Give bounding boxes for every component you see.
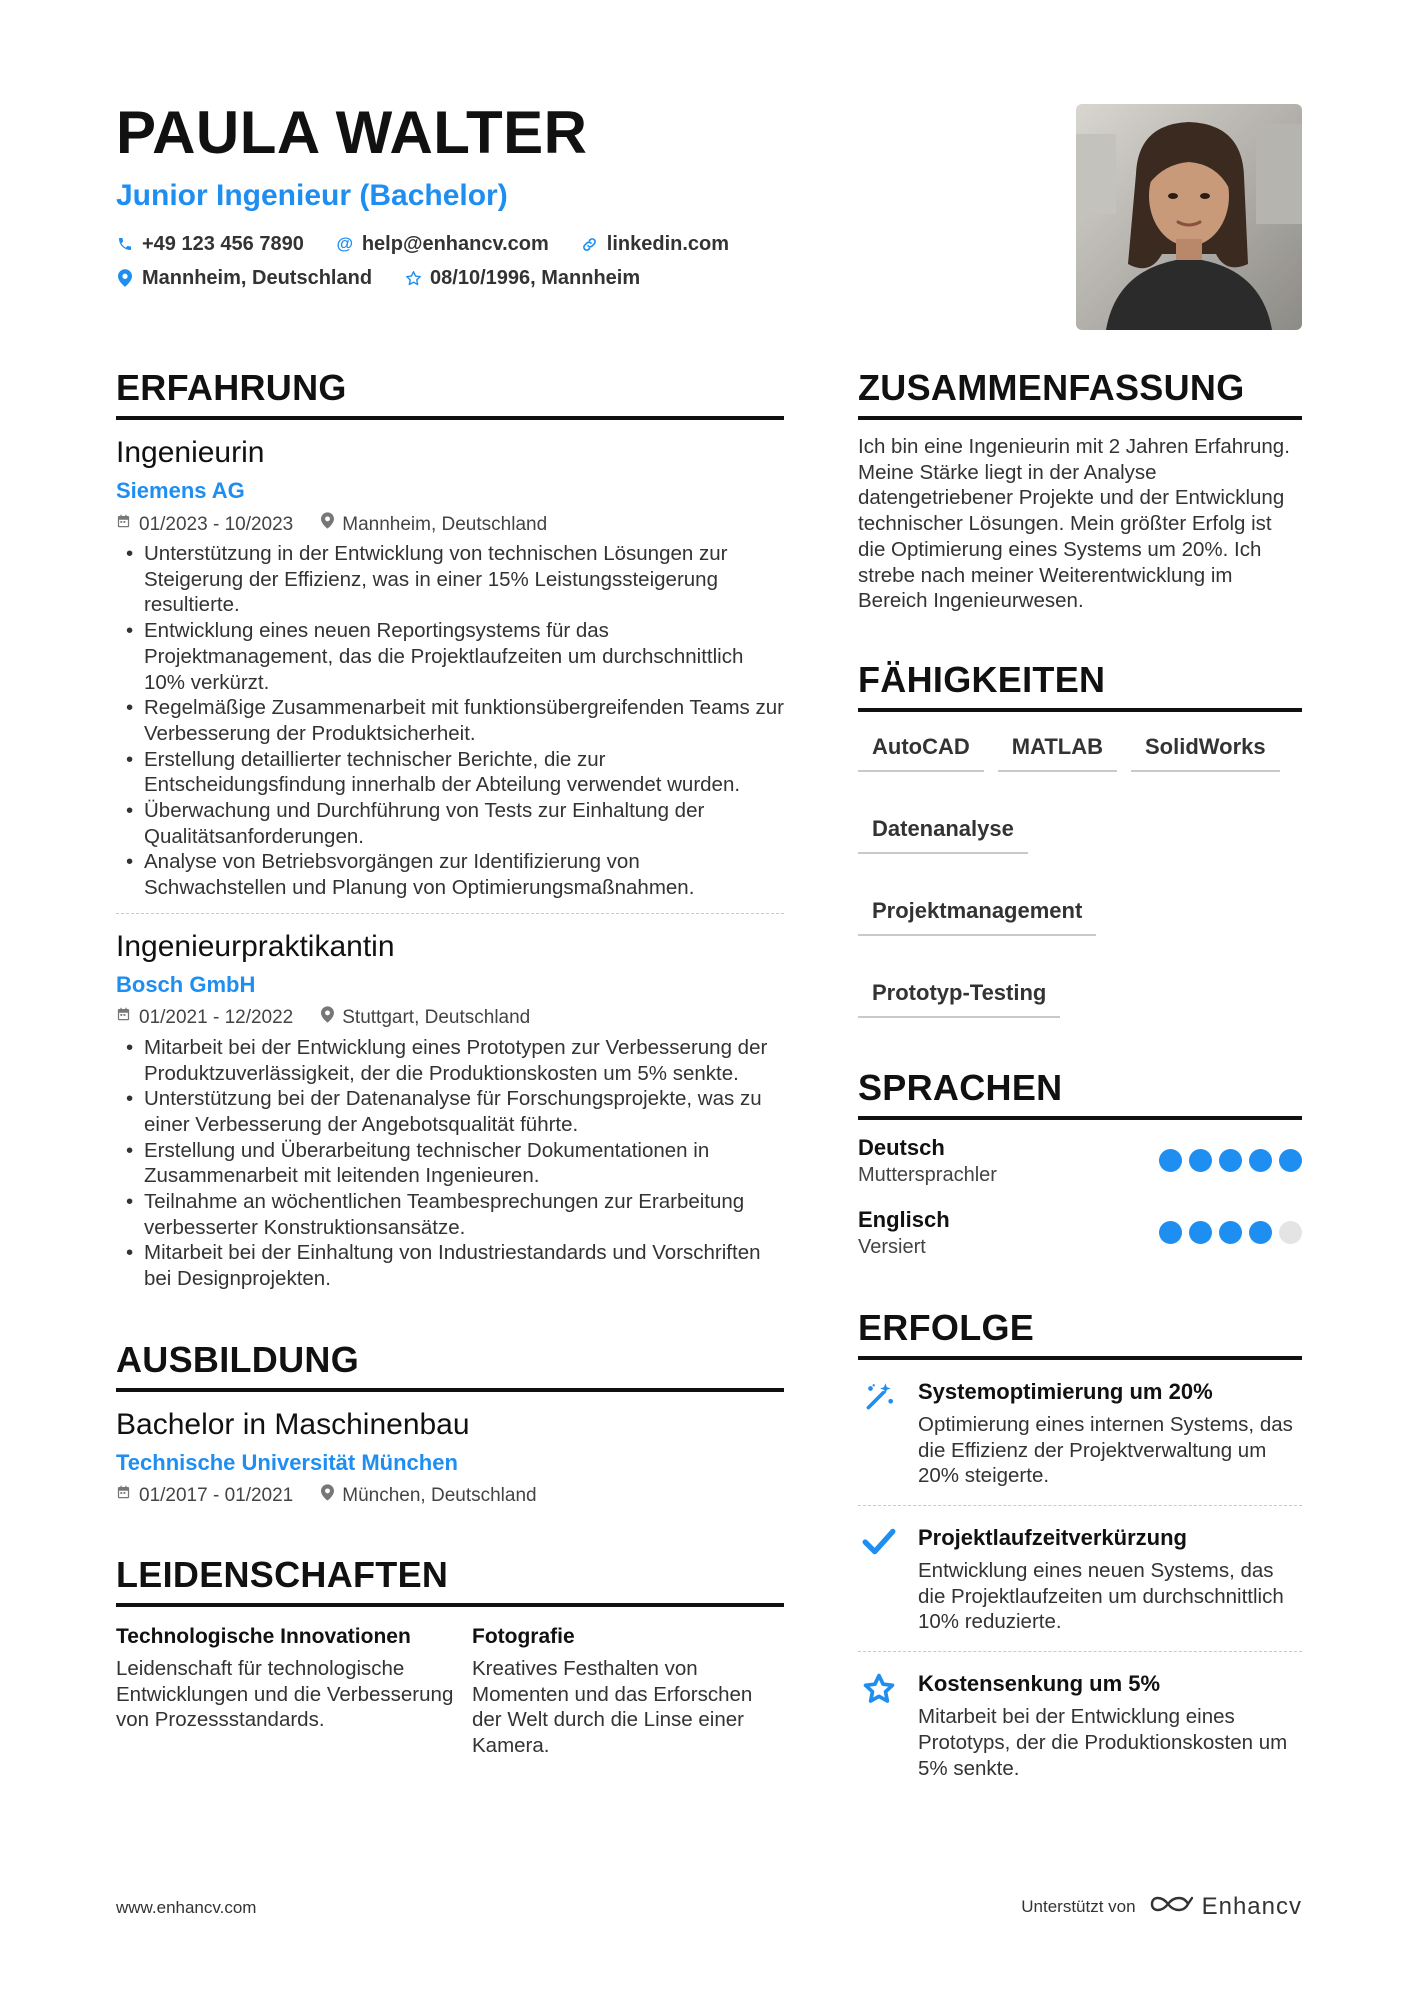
language-item bbox=[858, 1206, 1302, 1260]
achievement-item bbox=[858, 1505, 1302, 1651]
skills-heading: FÄHIGKEITEN bbox=[858, 658, 1302, 712]
star-icon bbox=[858, 1670, 902, 1781]
passion-description: Leidenschaft für technologische Entwicklungen und die Verbesserung von Prozessstandards. bbox=[116, 1656, 454, 1732]
rating-dot-filled bbox=[1189, 1149, 1212, 1172]
skills-list bbox=[858, 730, 1302, 1018]
bullet-item: • Überwachung und Durchführung von Tests zur Einhaltung der Qualitätsanforderungen. bbox=[116, 798, 784, 849]
language-name: Englisch bbox=[858, 1206, 950, 1232]
bullet-item: • Erstellung und Überarbeitung technischer Dokumentationen in Zusammenarbeit mit leitenden Ingenieuren. bbox=[116, 1138, 784, 1189]
linkedin-text: linkedin.com bbox=[606, 233, 730, 255]
job-location-text: Stuttgart, Deutschland bbox=[342, 1007, 531, 1029]
rating-dot-filled bbox=[1189, 1221, 1212, 1244]
company-name: Bosch GmbH bbox=[116, 971, 256, 997]
passions-list bbox=[116, 1623, 784, 1759]
left-column bbox=[116, 366, 784, 1759]
experience-heading: ERFAHRUNG bbox=[116, 366, 784, 420]
skill-tag: Prototyp-Testing bbox=[858, 976, 1060, 1018]
bullet-item: • Regelmäßige Zusammenarbeit mit funktionsübergreifenden Teams zur Verbesserung der Produktsicherheit. bbox=[116, 695, 784, 746]
location-pin-icon bbox=[321, 1484, 334, 1509]
at-icon: @ bbox=[336, 234, 354, 253]
passion-description: Kreatives Festhalten von Momenten und das Erforschen der Welt durch die Linse einer Kamera. bbox=[472, 1656, 753, 1757]
candidate-name: PAULA WALTER bbox=[116, 99, 588, 166]
achievement-description: Optimierung eines internen Systems, das die Effizienz der Projektverwaltung um 20% steigerte. bbox=[918, 1412, 1293, 1488]
bullet-item: • Erstellung detaillierter technischer Berichte, die zur Entscheidungsfindung innerhalb der Abteilung verwendet wurden. bbox=[116, 747, 784, 798]
profile-photo bbox=[1076, 104, 1302, 330]
passions-heading: LEIDENSCHAFTEN bbox=[116, 1553, 784, 1607]
link-icon bbox=[581, 236, 599, 253]
achievement-description: Mitarbeit bei der Entwicklung eines Prototyps, der die Produktionskosten um 5% senkte. bbox=[918, 1705, 1288, 1780]
education-dates-text: 01/2017 - 01/2021 bbox=[139, 1485, 294, 1507]
passion-title: Fotografie bbox=[472, 1624, 575, 1648]
language-item bbox=[858, 1134, 1302, 1188]
job-title: Ingenieurpraktikantin bbox=[116, 929, 395, 963]
phone-text: +49 123 456 7890 bbox=[142, 233, 304, 255]
calendar-icon bbox=[116, 513, 131, 537]
education-meta bbox=[116, 1484, 784, 1509]
skill-tag: SolidWorks bbox=[1131, 730, 1280, 772]
bullet-item: • Analyse von Betriebsvorgängen zur Identifizierung von Schwachstellen und Planung von Optimierungsmaßnahmen. bbox=[116, 849, 784, 900]
passion-item bbox=[116, 1623, 472, 1759]
achievement-title: Projektlaufzeitverkürzung bbox=[918, 1525, 1187, 1551]
achievement-item bbox=[858, 1360, 1302, 1505]
rating-dot-filled bbox=[1159, 1149, 1182, 1172]
calendar-icon bbox=[116, 1006, 131, 1030]
job-dates bbox=[116, 1006, 293, 1030]
summary-text: Ich bin eine Ingenieurin mit 2 Jahren Erfahrung. Meine Stärke liegt in der Analyse datengetriebener Projekte und der Entwicklung technischer Lösungen. Mein größter Erfolg ist die Optimierung eines Systems um 20%. Ich strebe nach meiner Weiterentwicklung im Bereich Ingenieurwesen. bbox=[858, 435, 1290, 613]
contact-birth bbox=[404, 266, 640, 290]
rating-dot-filled bbox=[1279, 1149, 1302, 1172]
job-bullets bbox=[116, 1035, 784, 1292]
education-location-text: München, Deutschland bbox=[342, 1485, 537, 1507]
degree-title: Bachelor in Maschinenbau bbox=[116, 1407, 470, 1441]
location-pin-icon bbox=[116, 269, 134, 287]
education-location bbox=[321, 1484, 536, 1509]
contact-list bbox=[116, 232, 1016, 290]
rating-dot-empty bbox=[1279, 1221, 1302, 1244]
passion-title: Technologische Innovationen bbox=[116, 1624, 411, 1648]
star-outline-icon bbox=[404, 270, 422, 287]
achievement-title: Systemoptimierung um 20% bbox=[918, 1378, 1213, 1404]
bullet-item: • Unterstützung bei der Datenanalyse für Forschungsprojekte, was zu einer Verbesserung der Angebotsqualität führte. bbox=[116, 1086, 784, 1137]
bullet-item: • Unterstützung in der Entwicklung von technischen Lösungen zur Steigerung der Effizienz, was in einer 15% Leistungssteigerung resultierte. bbox=[116, 541, 784, 618]
bullet-item: • Teilnahme an wöchentlichen Teambesprechungen zur Erarbeitung verbesserter Konstruktionsansätze. bbox=[116, 1189, 784, 1240]
skill-tag: AutoCAD bbox=[858, 730, 984, 772]
achievement-description: Entwicklung eines neuen Systems, das die Projektlaufzeiten um durchschnittlich 10% reduzierte. bbox=[918, 1559, 1284, 1634]
passion-item bbox=[472, 1623, 784, 1759]
language-rating bbox=[1159, 1149, 1302, 1172]
footer-branding[interactable] bbox=[1021, 1892, 1302, 1921]
powered-by-text: Unterstützt von bbox=[1021, 1896, 1136, 1916]
job-meta bbox=[116, 1006, 784, 1031]
summary-heading: ZUSAMMENFASSUNG bbox=[858, 366, 1302, 420]
checkmark-icon bbox=[858, 1524, 902, 1635]
job-location bbox=[321, 512, 547, 537]
languages-heading: SPRACHEN bbox=[858, 1066, 1302, 1120]
location-text: Mannheim, Deutschland bbox=[142, 267, 373, 289]
achievement-title: Kostensenkung um 5% bbox=[918, 1671, 1161, 1697]
experience-item bbox=[116, 914, 784, 1292]
skill-tag: MATLAB bbox=[998, 730, 1117, 772]
contact-location bbox=[116, 266, 372, 290]
job-dates-text: 01/2023 - 10/2023 bbox=[139, 513, 294, 535]
job-dates-text: 01/2021 - 12/2022 bbox=[139, 1007, 294, 1029]
education-dates bbox=[116, 1484, 293, 1508]
footer-website[interactable]: www.enhancv.com bbox=[116, 1898, 257, 1917]
rating-dot-filled bbox=[1249, 1149, 1272, 1172]
calendar-icon bbox=[116, 1484, 131, 1508]
right-column bbox=[858, 366, 1302, 1797]
contact-linkedin[interactable] bbox=[581, 232, 729, 256]
achievement-item bbox=[858, 1651, 1302, 1797]
language-rating bbox=[1159, 1221, 1302, 1244]
bullet-item: • Mitarbeit bei der Einhaltung von Industriestandards und Vorschriften bei Designprojekten. bbox=[116, 1240, 784, 1291]
contact-phone[interactable] bbox=[116, 232, 304, 256]
languages-list bbox=[858, 1134, 1302, 1260]
skill-tag: Datenanalyse bbox=[858, 812, 1028, 854]
location-pin-icon bbox=[321, 512, 334, 537]
job-location bbox=[321, 1006, 530, 1031]
job-meta bbox=[116, 512, 784, 537]
enhancv-logo-icon bbox=[1148, 1892, 1194, 1921]
experience-item bbox=[116, 420, 784, 914]
job-dates bbox=[116, 513, 293, 537]
bullet-item: • Mitarbeit bei der Entwicklung eines Prototypen zur Verbesserung der Produktzuverlässigkeit, der die Produktionskosten um 5% senkte. bbox=[116, 1035, 784, 1086]
location-pin-icon bbox=[321, 1006, 334, 1031]
header bbox=[116, 98, 1016, 290]
company-name: Siemens AG bbox=[116, 478, 245, 503]
magic-wand-icon bbox=[858, 1378, 902, 1489]
language-name: Deutsch bbox=[858, 1134, 945, 1160]
education-heading: AUSBILDUNG bbox=[116, 1338, 784, 1392]
rating-dot-filled bbox=[1249, 1221, 1272, 1244]
email-text: help@enhancv.com bbox=[361, 233, 549, 255]
contact-email[interactable] bbox=[336, 232, 549, 256]
candidate-role: Junior Ingenieur (Bachelor) bbox=[116, 179, 508, 212]
birth-text: 08/10/1996, Mannheim bbox=[430, 267, 641, 289]
phone-icon bbox=[116, 236, 134, 252]
job-location-text: Mannheim, Deutschland bbox=[342, 513, 548, 535]
bullet-item: • Entwicklung eines neuen Reportingsystems für das Projektmanagement, das die Projektlaufzeiten um durchschnittlich 10% verkürzt. bbox=[116, 618, 784, 695]
education-item bbox=[116, 1392, 784, 1509]
brand-name: Enhancv bbox=[1201, 1892, 1302, 1920]
skill-tag: Projektmanagement bbox=[858, 894, 1096, 936]
rating-dot-filled bbox=[1219, 1221, 1242, 1244]
achievements-list bbox=[858, 1360, 1302, 1797]
job-title: Ingenieurin bbox=[116, 436, 265, 469]
language-level: Muttersprachler bbox=[858, 1163, 997, 1186]
rating-dot-filled bbox=[1159, 1221, 1182, 1244]
job-bullets bbox=[116, 541, 784, 901]
rating-dot-filled bbox=[1219, 1149, 1242, 1172]
language-level: Versiert bbox=[858, 1235, 926, 1258]
school-name: Technische Universität München bbox=[116, 1449, 458, 1475]
achievements-heading: ERFOLGE bbox=[858, 1306, 1302, 1360]
